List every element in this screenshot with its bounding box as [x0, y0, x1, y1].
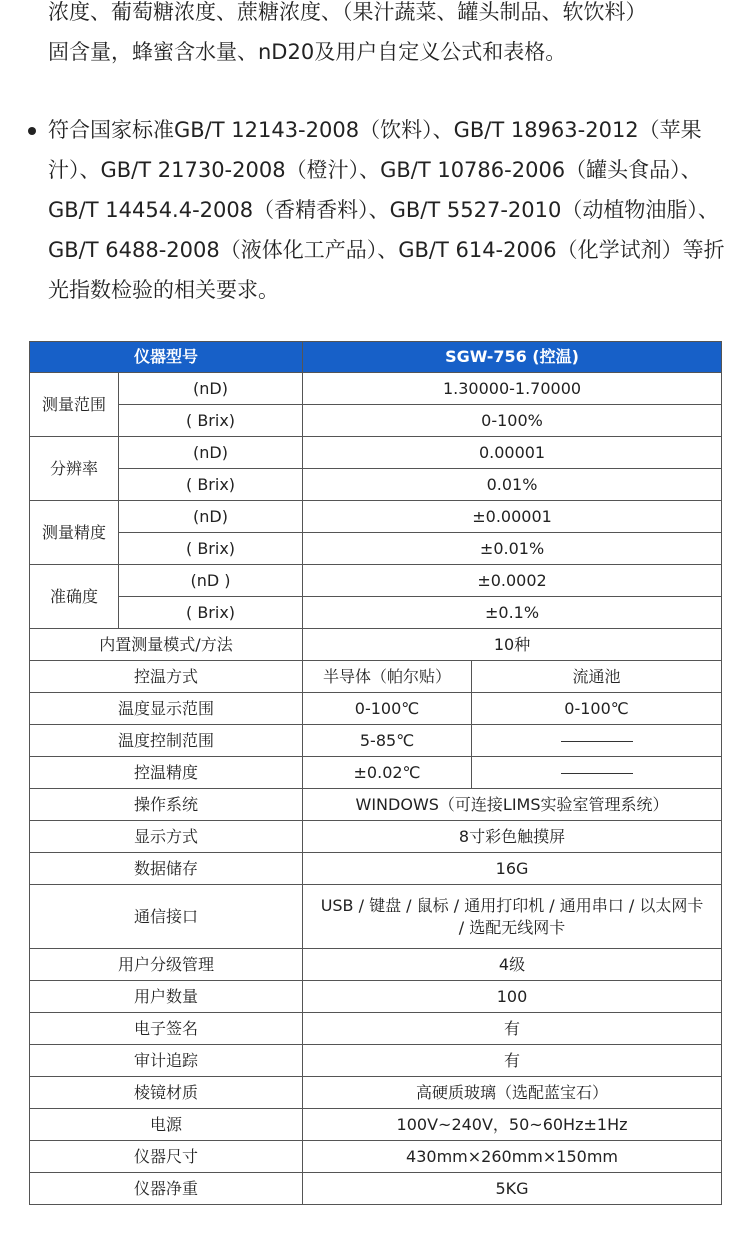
row-value: 430mm×260mm×150mm [303, 1141, 722, 1173]
intro-paragraph [48, 0, 738, 72]
unit-cell: ( Brix) [119, 533, 303, 565]
row-label: 内置测量模式/方法 [30, 629, 303, 661]
value-cell: ±0.01% [303, 533, 722, 565]
row-label: 电源 [30, 1109, 303, 1141]
table-header-row [30, 342, 722, 373]
unit-cell: (nD) [119, 501, 303, 533]
row-label: 用户分级管理 [30, 949, 303, 981]
group-label: 分辨率 [30, 437, 119, 501]
value-cell: ±0.00001 [303, 501, 722, 533]
table-row [30, 533, 722, 565]
table-row [30, 981, 722, 1013]
row-value: 高硬质玻璃（选配蓝宝石） [303, 1077, 722, 1109]
row-value: 流通池 [472, 661, 722, 693]
table-row [30, 949, 722, 981]
table-row [30, 661, 722, 693]
row-value: WINDOWS（可连接LIMS实验室管理系统） [303, 789, 722, 821]
row-label: 数据储存 [30, 853, 303, 885]
table-row [30, 885, 722, 949]
group-label: 准确度 [30, 565, 119, 629]
table-row [30, 629, 722, 661]
table-row [30, 1173, 722, 1205]
table-row [30, 725, 722, 757]
table-row [30, 1109, 722, 1141]
row-value: ±0.02℃ [303, 757, 472, 789]
value-cell: ±0.1% [303, 597, 722, 629]
table-row [30, 821, 722, 853]
interface-line-1: USB / 键盘 / 鼠标 / 通用打印机 / 通用串口 / 以太网卡 [320, 895, 704, 915]
table-row [30, 501, 722, 533]
table-row [30, 1141, 722, 1173]
row-value: 10种 [303, 629, 722, 661]
table-row [30, 565, 722, 597]
table-row [30, 693, 722, 725]
header-label: 仪器型号 [30, 342, 303, 373]
table-row [30, 405, 722, 437]
intro-line-1: 浓度、葡萄糖浓度、蔗糖浓度、（果汁蔬菜、罐头制品、软饮料） [48, 0, 647, 24]
row-value: 有 [303, 1045, 722, 1077]
bullet-dot-icon [28, 127, 36, 135]
unit-cell: (nD ) [119, 565, 303, 597]
row-label: 显示方式 [30, 821, 303, 853]
row-value [303, 885, 722, 949]
unit-cell: (nD) [119, 437, 303, 469]
table-row [30, 853, 722, 885]
unit-cell: ( Brix) [119, 597, 303, 629]
table-row [30, 373, 722, 405]
empty-cell [472, 757, 722, 789]
row-value: 0-100℃ [303, 693, 472, 725]
group-label: 测量范围 [30, 373, 119, 437]
spec-table [29, 341, 722, 1205]
group-label: 测量精度 [30, 501, 119, 565]
value-cell: ±0.0002 [303, 565, 722, 597]
row-value: 有 [303, 1013, 722, 1045]
table-row [30, 597, 722, 629]
row-label: 操作系统 [30, 789, 303, 821]
table-row [30, 757, 722, 789]
unit-cell: (nD) [119, 373, 303, 405]
row-label: 审计追踪 [30, 1045, 303, 1077]
value-cell: 1.30000-1.70000 [303, 373, 722, 405]
row-label: 电子签名 [30, 1013, 303, 1045]
value-cell: 0.00001 [303, 437, 722, 469]
table-row [30, 1013, 722, 1045]
row-value: 100V~240V，50~60Hz±1Hz [303, 1109, 722, 1141]
empty-cell [472, 725, 722, 757]
header-model: SGW-756 (控温) [303, 342, 722, 373]
dash-line [561, 773, 633, 774]
row-label: 棱镜材质 [30, 1077, 303, 1109]
unit-cell: ( Brix) [119, 469, 303, 501]
row-value: 0-100℃ [472, 693, 722, 725]
row-value: 4级 [303, 949, 722, 981]
table-row [30, 1077, 722, 1109]
row-label: 用户数量 [30, 981, 303, 1013]
table-row [30, 1045, 722, 1077]
row-value: 100 [303, 981, 722, 1013]
value-cell: 0-100% [303, 405, 722, 437]
row-value: 5KG [303, 1173, 722, 1205]
standards-bullet [28, 110, 728, 310]
table-row [30, 789, 722, 821]
row-label: 仪器净重 [30, 1173, 303, 1205]
row-label: 通信接口 [30, 885, 303, 949]
unit-cell: ( Brix) [119, 405, 303, 437]
row-label: 仪器尺寸 [30, 1141, 303, 1173]
table-row [30, 469, 722, 501]
value-cell: 0.01% [303, 469, 722, 501]
interface-line-2: / 选配无线网卡 [458, 917, 566, 937]
standards-text: 符合国家标准GB/T 12143-2008（饮料）、GB/T 18963-2012（苹果汁）、GB/T 21730-2008（橙汁）、GB/T 10786-2006（罐头食品）、GB/T 14454.4-2008（香精香料）、GB/T 5527-2010（动植物油脂）、GB/T 6488-2008（液体化工产品）、GB/T 614-2006（化学试剂）等折光指数检验的相关要求。 [48, 118, 725, 302]
row-label: 控温精度 [30, 757, 303, 789]
row-value: 半导体（帕尔贴） [303, 661, 472, 693]
row-label: 温度显示范围 [30, 693, 303, 725]
dash-line [561, 741, 633, 742]
row-value: 8寸彩色触摸屏 [303, 821, 722, 853]
table-row [30, 437, 722, 469]
row-label: 温度控制范围 [30, 725, 303, 757]
row-value: 5-85℃ [303, 725, 472, 757]
row-label: 控温方式 [30, 661, 303, 693]
intro-line-2: 固含量，蜂蜜含水量、nD20及用户自定义公式和表格。 [48, 40, 567, 64]
row-value: 16G [303, 853, 722, 885]
